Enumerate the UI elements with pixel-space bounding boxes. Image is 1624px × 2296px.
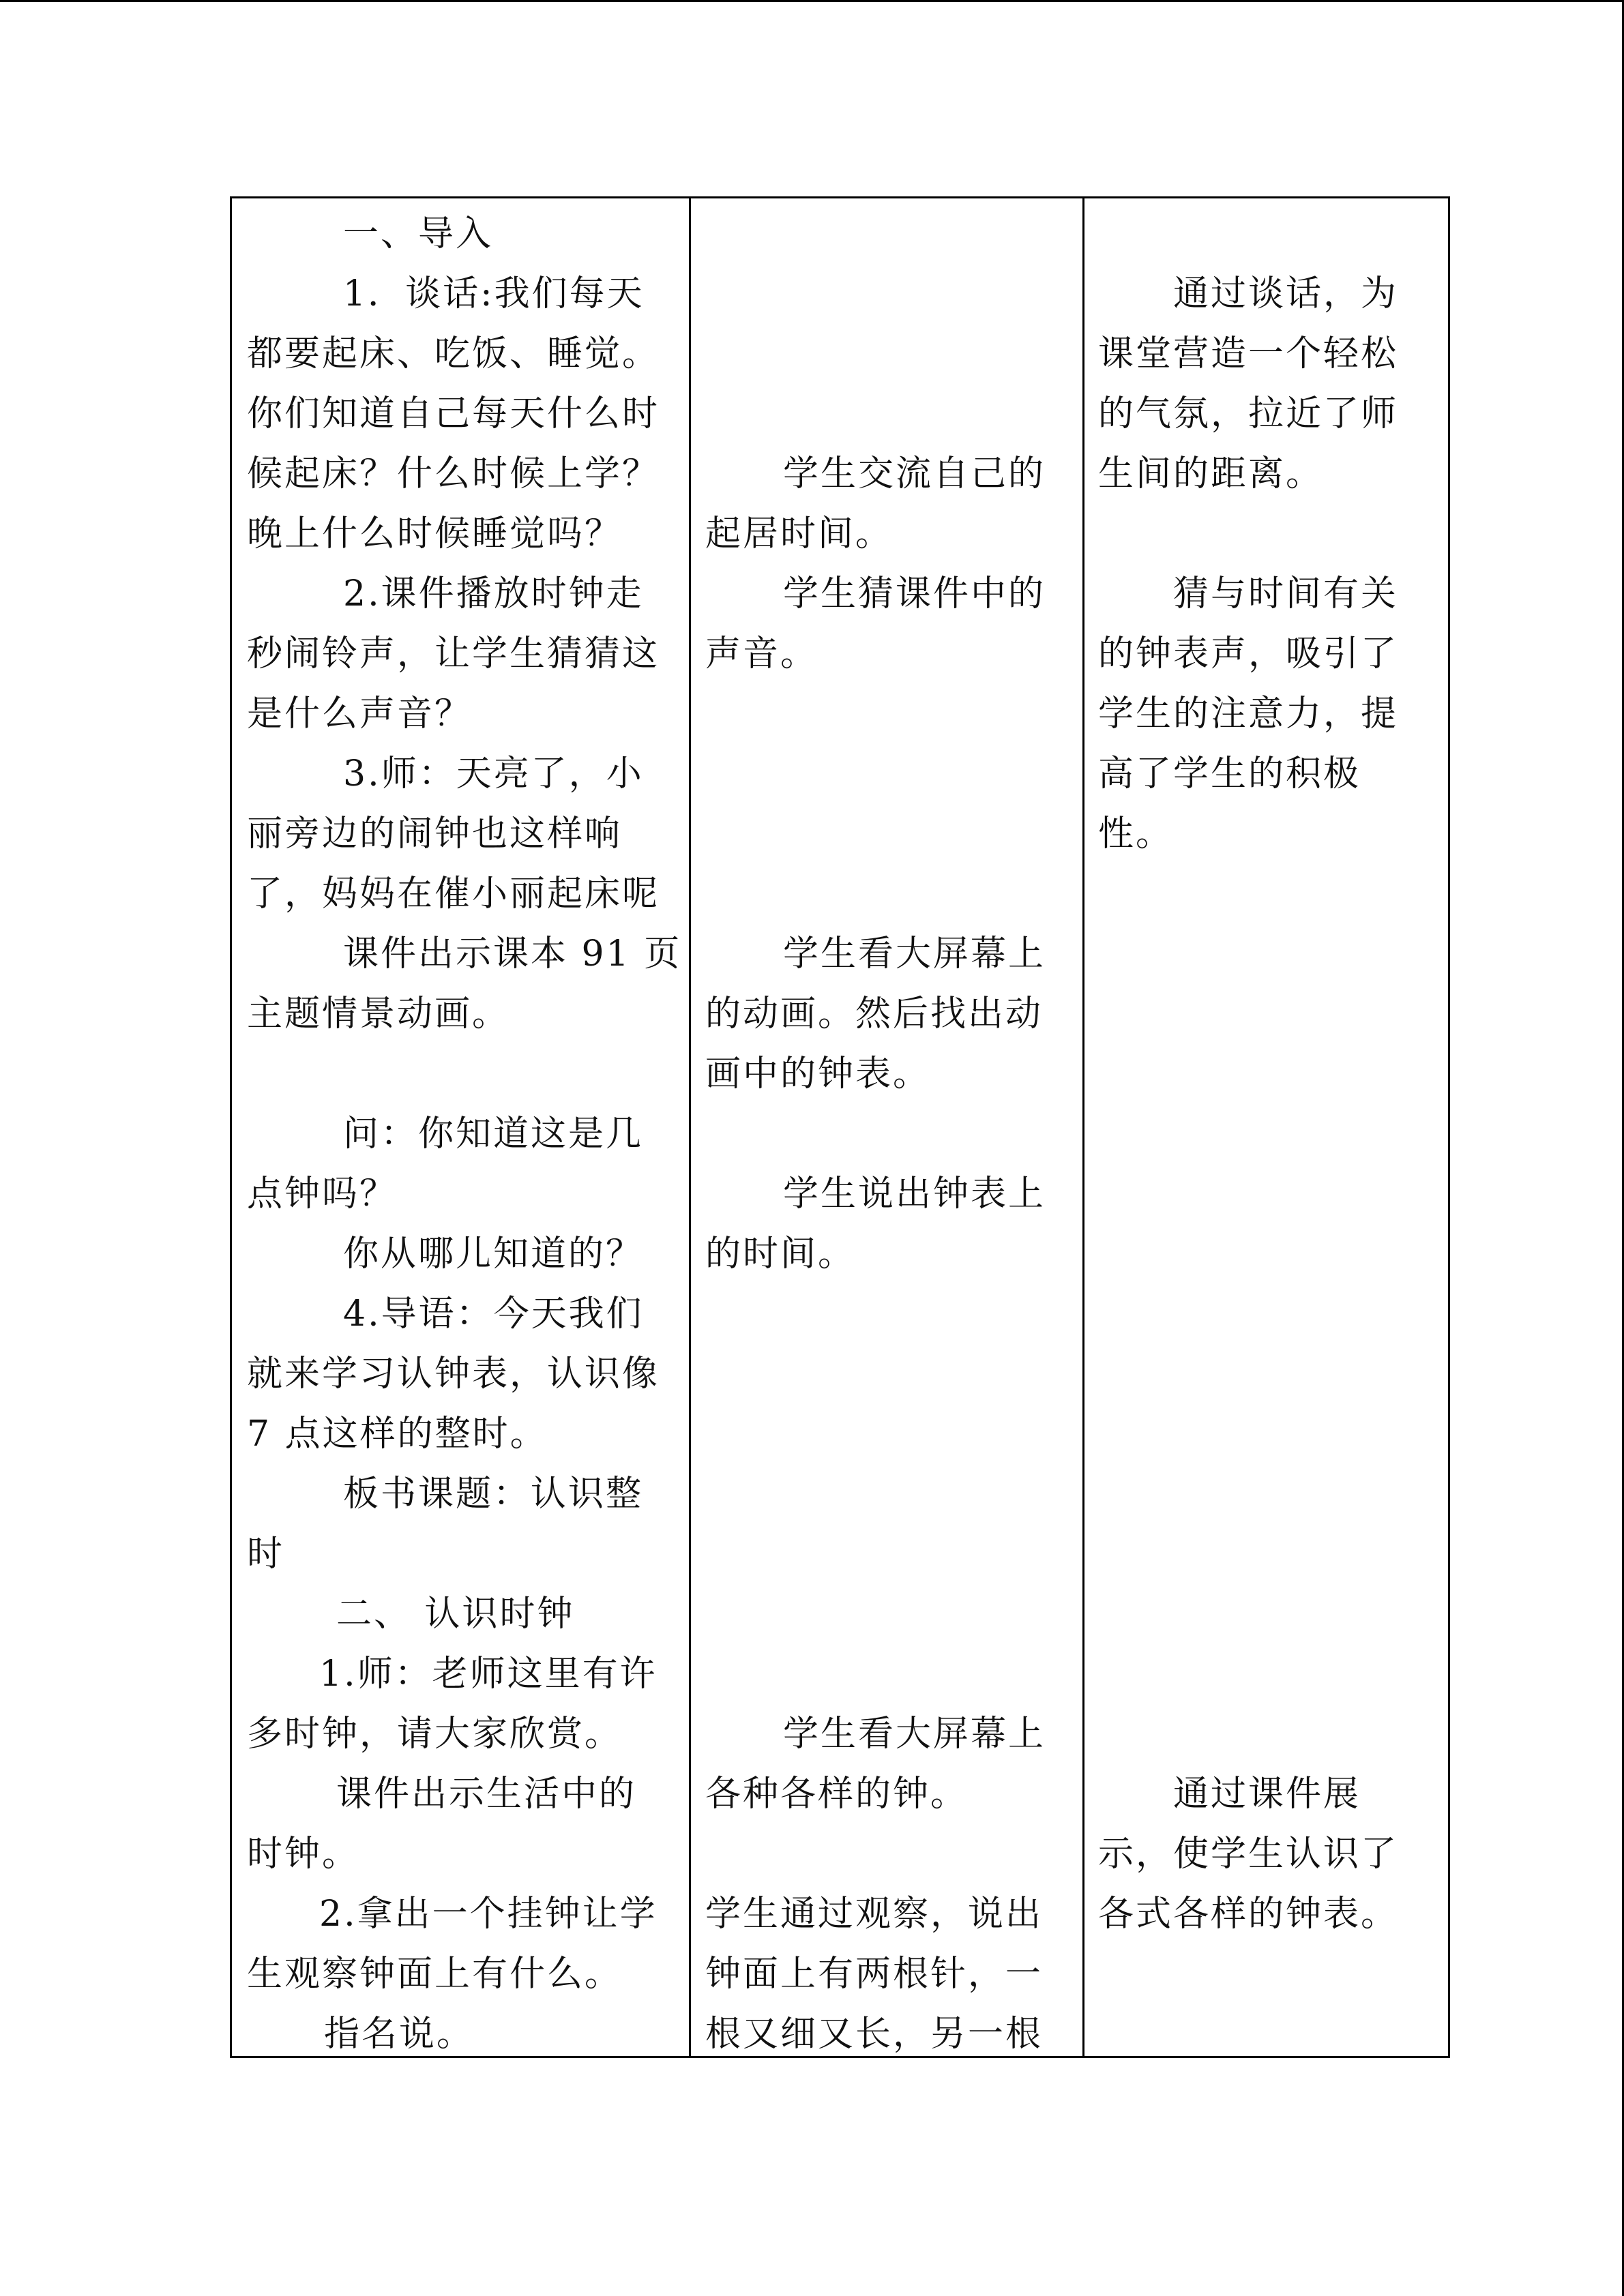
teacher-line: 指名说。 [324, 2014, 475, 2055]
teacher-line: 4.导语：今天我们 [343, 1294, 644, 1335]
student-line: 学生看大屏幕上 [783, 1714, 1046, 1755]
teacher-line: 你们知道自己每天什么时 [247, 393, 660, 434]
student-line: 学生猜课件中的 [783, 573, 1046, 614]
intent-line: 生间的距离。 [1098, 453, 1324, 494]
intent-line: 示，使学生认识了 [1098, 1834, 1399, 1875]
student-line: 声音。 [705, 633, 818, 674]
teacher-line: 就来学习认钟表，认识像 [247, 1354, 660, 1395]
teacher-line: 了，妈妈在催小丽起床呢 [247, 874, 660, 914]
teacher-line: 是什么声音？ [247, 694, 473, 734]
teacher-line: 生观察钟面上有什么。 [247, 1954, 623, 1995]
student-line: 各种各样的钟。 [705, 1774, 969, 1815]
teacher-line: 问：你知道这是几 [343, 1114, 644, 1154]
teacher-line: 2.课件播放时钟走 [343, 573, 644, 614]
intent-line: 各式各样的钟表。 [1098, 1894, 1399, 1935]
lesson-plan-table [230, 196, 1450, 2058]
intent-line: 性。 [1098, 814, 1174, 854]
teacher-line: 1．谈话:我们每天 [343, 273, 645, 314]
intent-line: 猜与时间有关 [1173, 573, 1399, 614]
student-line: 的动画。然后找出动 [705, 994, 1044, 1034]
teacher-line: 7 点这样的整时。 [247, 1414, 548, 1455]
teacher-line: 候起床？什么时候上学？ [247, 453, 660, 494]
teacher-line: 时钟。 [247, 1834, 360, 1875]
teacher-line: 板书课题：认识整 [343, 1474, 644, 1515]
teacher-line: 课件出示课本 91 页 [343, 934, 682, 974]
intent-line: 高了学生的积极 [1098, 754, 1361, 794]
student-line: 学生说出钟表上 [783, 1174, 1046, 1214]
intent-line: 课堂营造一个轻松 [1098, 333, 1399, 374]
teacher-line: 晚上什么时候睡觉吗？ [247, 513, 623, 554]
teacher-line: 课件出示生活中的 [336, 1774, 637, 1815]
intent-line: 的钟表声，吸引了 [1098, 633, 1399, 674]
teacher-line: 秒闹铃声，让学生猜猜这 [247, 633, 660, 674]
teacher-line: 时 [247, 1534, 285, 1575]
intent-line: 的气氛，拉近了师 [1098, 393, 1399, 434]
teacher-line: 1.师：老师这里有许 [319, 1654, 658, 1695]
intent-line: 学生的注意力，提 [1098, 694, 1399, 734]
teacher-line: 二、 认识时钟 [336, 1594, 575, 1635]
teacher-line: 3.师：天亮了，小 [343, 754, 644, 794]
column-divider-1 [689, 198, 691, 2056]
teacher-line: 2.拿出一个挂钟让学 [319, 1894, 658, 1935]
column-divider-2 [1082, 198, 1084, 2056]
teacher-line: 主题情景动画。 [247, 994, 510, 1034]
student-line: 学生看大屏幕上 [783, 934, 1046, 974]
student-line: 学生通过观察，说出 [705, 1894, 1044, 1935]
student-line: 画中的钟表。 [705, 1054, 931, 1094]
student-line: 的时间。 [705, 1234, 856, 1274]
student-line: 钟面上有两根针，一 [705, 1954, 1044, 1995]
teacher-line: 多时钟，请大家欣赏。 [247, 1714, 623, 1755]
intent-line: 通过谈话，为 [1173, 273, 1399, 314]
student-line: 起居时间。 [705, 513, 894, 554]
teacher-line: 丽旁边的闹钟也这样响 [247, 814, 623, 854]
teacher-line: 你从哪儿知道的？ [343, 1234, 644, 1274]
teacher-line: 一、导入 [343, 213, 494, 254]
intent-line: 通过课件展 [1173, 1774, 1361, 1815]
teacher-line: 都要起床、吃饭、睡觉。 [247, 333, 660, 374]
student-line: 学生交流自己的 [783, 453, 1046, 494]
teacher-line: 点钟吗？ [247, 1174, 398, 1214]
student-line: 根又细又长，另一根 [705, 2014, 1044, 2055]
